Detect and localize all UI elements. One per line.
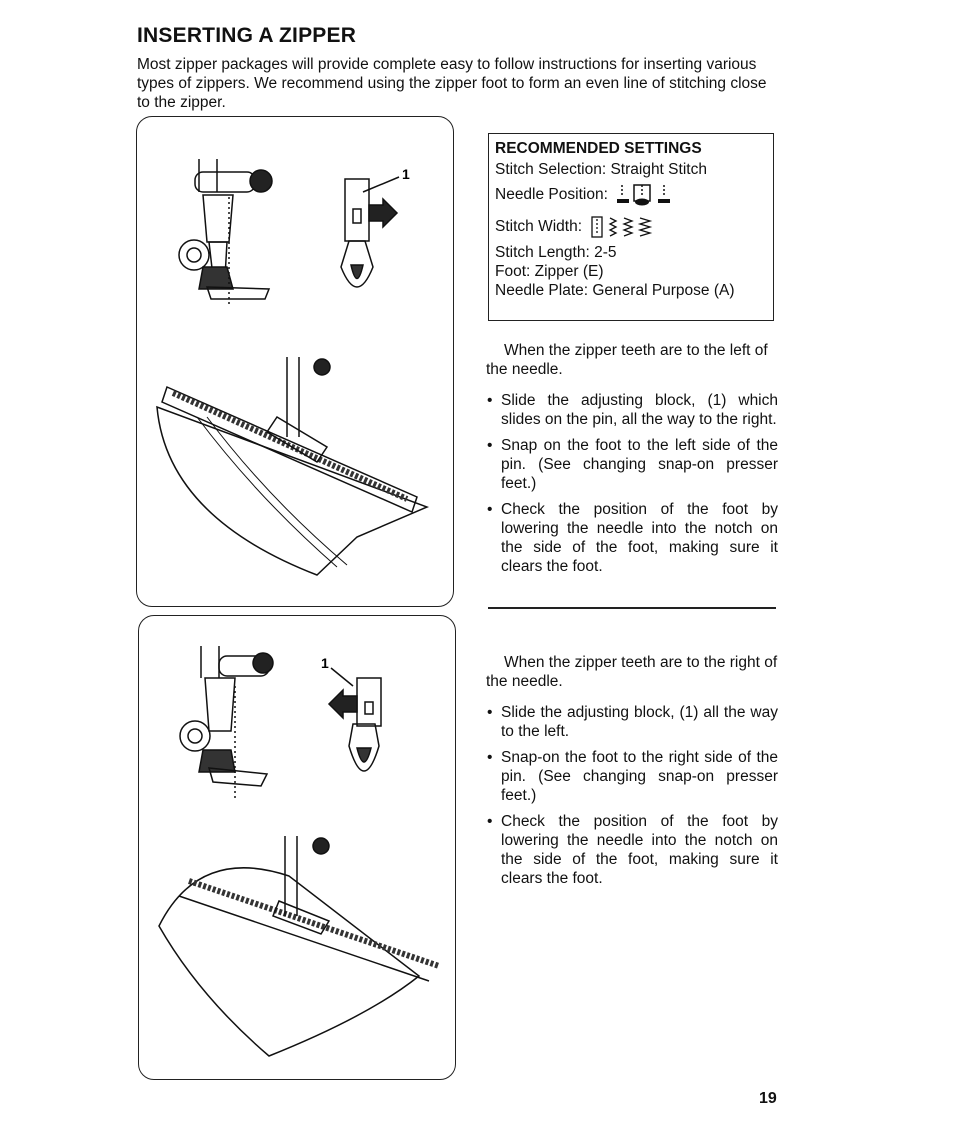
section-divider [488, 607, 776, 609]
intro-paragraph: Most zipper packages will provide complete easy to follow instructions for inserting various types of zippers. We recommend using the zipper foot to form an even line of stitching close to the zipper. [137, 56, 767, 111]
page-title: INSERTING A ZIPPER [137, 24, 357, 47]
illustration-panel-bottom [138, 615, 456, 1080]
zipper-left-illustration [137, 117, 453, 606]
needle-position-label: Needle Position: [495, 186, 608, 203]
list-item: • Check the position of the foot by lowering the needle into the notch on the side of the foot, making sure it clears the foot. [486, 500, 778, 576]
right-teeth-steps [486, 703, 778, 888]
needle-position-row [495, 179, 767, 211]
needle-plate-setting: Needle Plate: General Purpose (A) [495, 282, 735, 299]
stitch-length: Stitch Length: 2-5 [495, 244, 617, 261]
list-item: • Snap-on the foot to the right side of the pin. (See changing snap-on presser feet.) [486, 748, 778, 805]
foot-setting: Foot: Zipper (E) [495, 263, 604, 280]
list-item: • Slide the adjusting block, (1) all the way to the left. [486, 703, 778, 741]
page-number: 19 [759, 1090, 777, 1107]
stitch-width-row [495, 211, 767, 243]
left-teeth-instructions [486, 341, 778, 583]
illustration-panel-top [136, 116, 454, 607]
list-item: • Snap on the foot to the left side of the pin. (See changing snap-on presser feet.) [486, 436, 778, 493]
callout-number-top: 1 [402, 166, 410, 182]
right-teeth-instructions [486, 653, 778, 895]
stitch-width-icon [590, 215, 670, 239]
right-teeth-lead: When the zipper teeth are to the right of the needle. [486, 654, 778, 690]
needle-position-icon [616, 183, 686, 207]
list-item: • Check the position of the foot by lowering the needle into the notch on the side of the foot, making sure it clears the foot. [486, 812, 778, 888]
settings-heading: RECOMMENDED SETTINGS [495, 140, 702, 157]
list-item: • Slide the adjusting block, (1) which slides on the pin, all the way to the right. [486, 391, 778, 429]
left-teeth-lead: When the zipper teeth are to the left of the needle. [486, 342, 768, 378]
zipper-right-illustration [139, 616, 455, 1079]
stitch-selection: Stitch Selection: Straight Stitch [495, 161, 707, 178]
left-teeth-steps [486, 391, 778, 576]
callout-number-bottom: 1 [321, 655, 329, 671]
recommended-settings-box [488, 133, 774, 321]
stitch-width-label: Stitch Width: [495, 218, 582, 235]
